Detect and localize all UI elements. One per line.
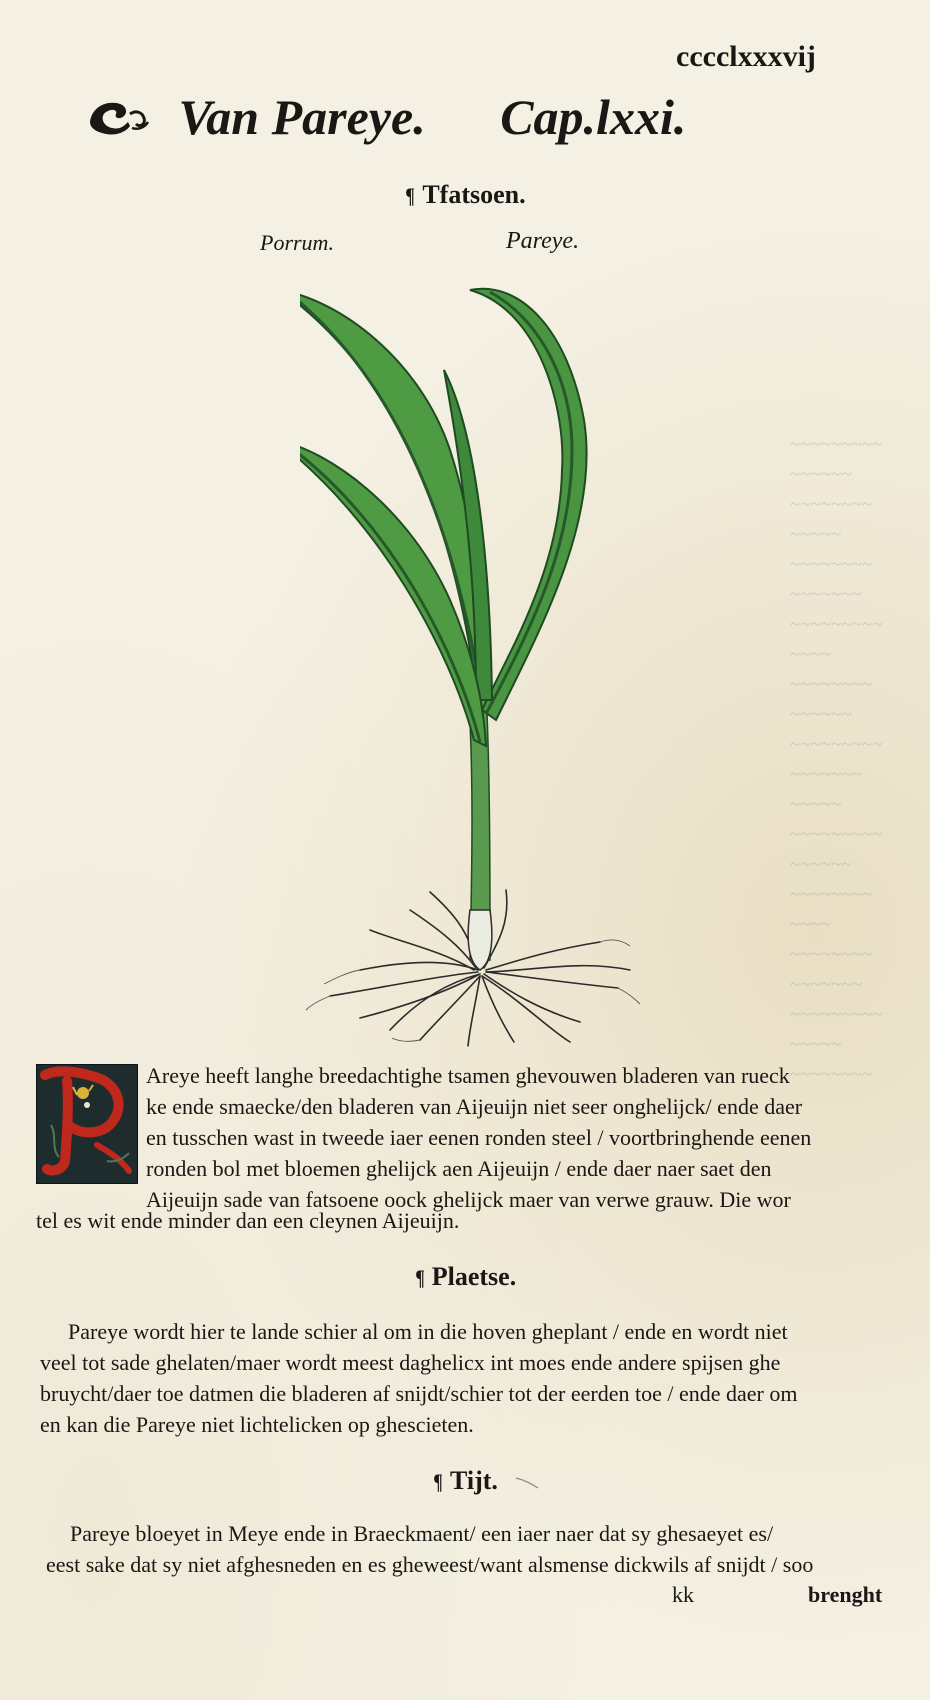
show-through-text: ~~~~~~~~~ ~~~~~~ ~~~~~~~~ ~~~~~ ~~~~~~~~ ~~~~~~~ ~~~~~~~~~ ~~~~ ~~~~~~~~ ~~~~~~ ~~~~~~~~~ ~~~~~~~ ~~~~~ ~~~~~~~~~ ~~~~~~ ~~~~~~~~ ~~~~ ~~~~~~~~ ~~~~~~~ ~~~~~~~~~ ~~~~~ ~~~~~~~~ <box>790 434 883 1085</box>
paragraph-line: ronden bol met bloemen ghelijck aen Aijeuijn / ende daer naer saet den <box>146 1156 772 1181</box>
section-heading-plaetse <box>0 1262 930 1292</box>
paragraph-line: eest sake dat sy niet afghesneden en es gheweest/want alsmense dickwils af snijdt / soo <box>46 1552 814 1577</box>
illuminated-initial-icon <box>36 1064 138 1184</box>
paragraph-line: Aijeuijn sade van fatsoene oock ghelijck maer van verwe grauw. Die wor <box>146 1187 791 1212</box>
ink-mark <box>514 1476 540 1490</box>
figure-label-dutch: Pareye. <box>506 228 580 254</box>
pilcrow-icon: ¶ <box>414 1265 425 1290</box>
paragraph-line: ke ende smaecke/den bladeren van Aijeuijn niet seer onghelijck/ ende daer <box>146 1094 803 1119</box>
section-heading-tijt <box>0 1466 930 1496</box>
paragraph-tijt <box>46 1518 892 1580</box>
figure-section-heading <box>0 180 930 210</box>
chapter-number: Cap.lxxi. <box>500 89 687 145</box>
paragraph-line: en kan die Pareye niet lichtelicken op ghescieten. <box>40 1412 474 1437</box>
chapter-heading <box>86 88 786 158</box>
figure-label-latin: Porrum. <box>260 230 334 255</box>
chapter-title: Van Pareye. <box>178 89 426 145</box>
paragraph-plaetse <box>40 1316 886 1440</box>
section-heading-tijt-text: Tijt. <box>450 1466 498 1495</box>
paragraph-line: veel tot sade ghelaten/maer wordt meest daghelicx int moes ende andere spijsen ghe <box>40 1350 781 1375</box>
signature-mark: kk <box>672 1582 694 1607</box>
paragraph-description <box>146 1060 876 1215</box>
catchword: brenght <box>808 1582 883 1607</box>
figure-section-heading-text: Tfatsoen. <box>422 180 526 209</box>
paragraph-line: bruycht/daer toe datmen die bladeren af snijdt/schier tot der eerden toe / ende daer om <box>40 1381 798 1406</box>
pilcrow-icon: ¶ <box>433 1469 443 1494</box>
paragraph-line: Pareye wordt hier te lande schier al om in die hoven gheplant / ende en wordt niet <box>68 1319 788 1344</box>
paragraph-line: en tusschen wast in tweede iaer eenen ronden steel / voortbringhende eenen <box>146 1125 812 1150</box>
folio-number: cccclxxxvij <box>676 40 816 73</box>
paragraph-line: Pareye bloeyet in Meye ende in Braeckmaent/ een iaer naer dat sy ghesaeyet es/ <box>70 1521 774 1546</box>
pilcrow-icon: ¶ <box>405 183 416 208</box>
leek-illustration <box>300 270 660 1050</box>
paragraph-line: Areye heeft langhe breedachtighe tsamen ghevouwen bladeren van rueck <box>146 1063 790 1088</box>
fleuron-icon <box>86 92 152 140</box>
paragraph-line-tail: tel es wit ende minder dan een cleynen Aijeuijn. <box>36 1208 460 1233</box>
section-heading-plaetse-text: Plaetse. <box>431 1262 517 1291</box>
